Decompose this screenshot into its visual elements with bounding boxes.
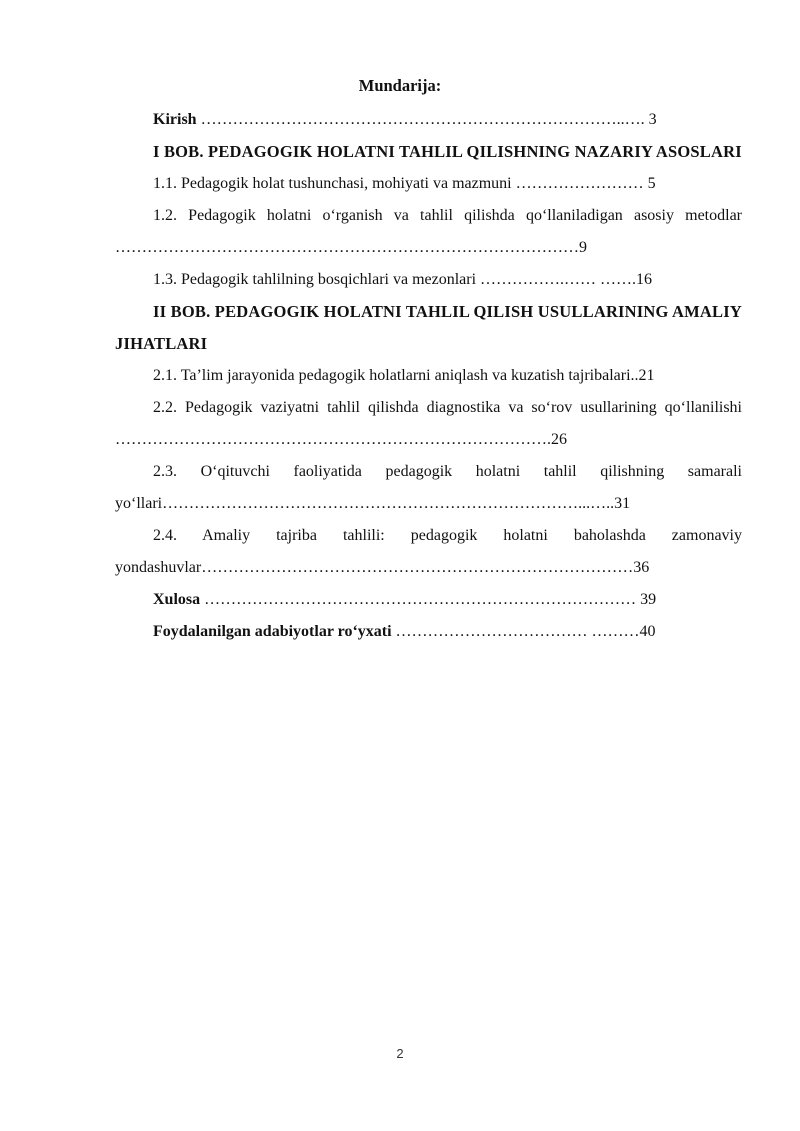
toc-entry-page: 16 [636, 271, 653, 288]
toc-entry-page: 3 [648, 111, 657, 128]
table-of-contents [115, 104, 742, 648]
toc-entry-label: 2.4. Amaliy tajriba tahlili: pedagogik holatni baholashda zamonaviy yondashuvlar [115, 527, 742, 576]
toc-entry-1-2[interactable] [115, 200, 742, 264]
toc-entry-leader: …………………… [511, 175, 648, 192]
toc-chapter-2[interactable]: II BOB. PEDAGOGIK HOLATNI TAHLIL QILISH USULLARINING AMALIY JIHATLARI [115, 302, 742, 353]
toc-entry-label: 1.1. Pedagogik holat tushunchasi, mohiyati va mazmuni [153, 175, 512, 192]
toc-entry-leader: …………………………………………………………………………… [115, 239, 579, 256]
toc-entry-2-1[interactable] [115, 360, 742, 392]
toc-entry-label: Kirish [153, 111, 197, 128]
toc-entry-references[interactable] [115, 616, 742, 648]
toc-entry-leader: ………………………………………………………………………. [115, 431, 551, 448]
toc-entry-page: 40 [639, 623, 656, 640]
toc-entry-leader: ……………………………… ……… [391, 623, 640, 640]
toc-entry-2-4[interactable] [115, 520, 742, 584]
toc-entry-intro[interactable] [115, 104, 742, 136]
toc-entry-label: 1.3. Pedagogik tahlilning bosqichlari va mezonlari [153, 271, 477, 288]
toc-entry-leader: ……………………………………………………………………… [200, 591, 641, 608]
page-title: Mundarija: [358, 76, 442, 95]
toc-entry-conclusion[interactable] [115, 584, 742, 616]
toc-entry-2-3[interactable] [115, 456, 742, 520]
toc-entry-page: 9 [579, 239, 587, 256]
toc-entry-label: Xulosa [153, 591, 201, 608]
toc-entry-label: Foydalanilgan adabiyotlar ro‘yxati [153, 623, 392, 640]
toc-entry-page: 31 [614, 495, 631, 512]
toc-entry-2-2[interactable] [115, 392, 742, 456]
toc-chapter-1[interactable]: I BOB. PEDAGOGIK HOLATNI TAHLIL QILISHNING NAZARIY ASOSLARI [153, 142, 742, 161]
toc-entry-page: 21 [638, 367, 655, 384]
toc-entry-leader: …………….…… ……. [476, 271, 637, 288]
toc-entry-page: 36 [633, 559, 650, 576]
toc-entry-leader: ……………………………………………………………………… [201, 559, 634, 576]
toc-entry-1-3[interactable] [115, 264, 742, 296]
toc-entry-leader: ……………………………………………………………………..…. [196, 111, 649, 128]
toc-entry-label: 2.1. Ta’lim jarayonida pedagogik holatlarni aniqlash va kuzatish tajribalari [153, 367, 631, 384]
toc-entry-label: 2.3. O‘qituvchi faoliyatida pedagogik holatni tahlil qilishning samarali yo‘llari [115, 463, 742, 512]
page-number: 2 [396, 1046, 404, 1061]
toc-entry-leader: ……………………………………………………………………...….. [162, 495, 615, 512]
toc-entry-label: 2.2. Pedagogik vaziyatni tahlil qilishda diagnostika va so‘rov usullarining qo‘llanilishi [153, 399, 742, 416]
toc-entry-leader: .. [630, 367, 639, 384]
toc-entry-page: 5 [647, 175, 656, 192]
toc-entry-page: 26 [551, 431, 567, 448]
toc-entry-1-1[interactable] [115, 168, 742, 200]
toc-entry-page: 39 [640, 591, 657, 608]
toc-entry-label: 1.2. Pedagogik holatni o‘rganish va tahlil qilishda qo‘llaniladigan asosiy metodlar [153, 207, 742, 224]
